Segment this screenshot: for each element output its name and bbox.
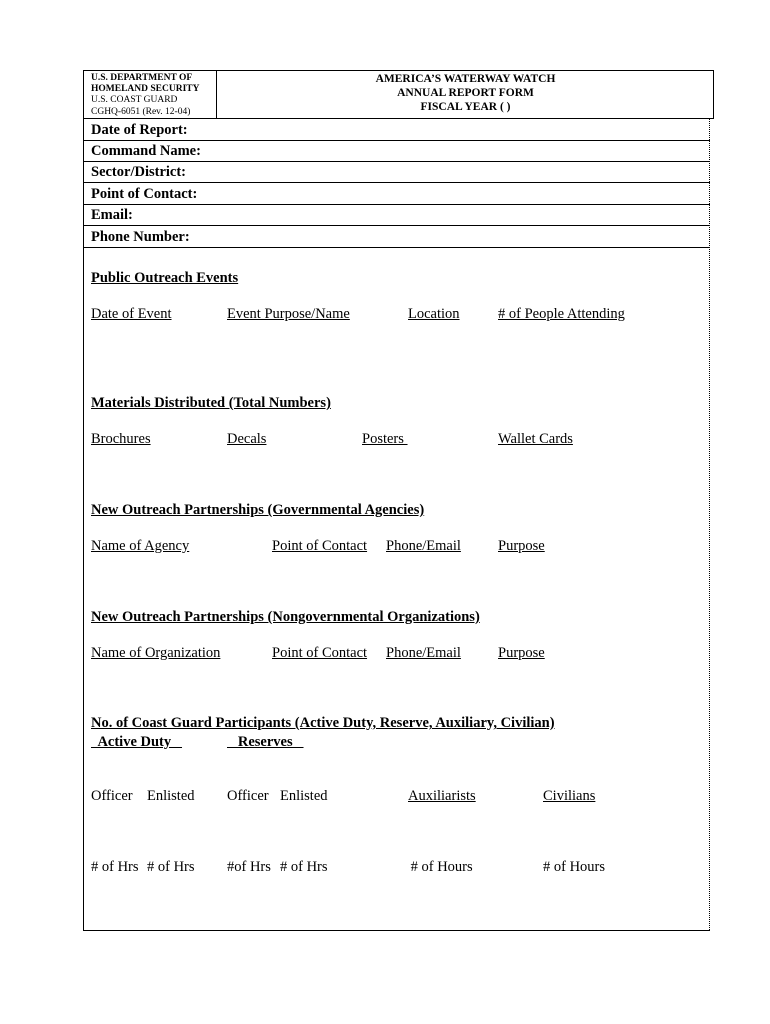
command-name-label: Command Name: bbox=[91, 143, 201, 159]
participants-title: No. of Coast Guard Participants (Active Duty, Reserve, Auxiliary, Civilian) bbox=[91, 715, 555, 731]
hours-officer-active: # of Hrs bbox=[91, 859, 139, 875]
public-outreach-title: Public Outreach Events bbox=[91, 270, 239, 286]
sector-district-label: Sector/District: bbox=[91, 164, 187, 180]
agency-line-3: U.S. COAST GUARD bbox=[91, 95, 178, 105]
point-of-contact-field[interactable] bbox=[83, 184, 710, 205]
email-label: Email: bbox=[91, 207, 133, 223]
hours-civilians: # of Hours bbox=[543, 859, 606, 875]
agency-line-1: U.S. DEPARTMENT OF bbox=[91, 73, 193, 83]
role-officer-active: Officer bbox=[91, 788, 133, 804]
col-gov-phone-email: Phone/Email bbox=[386, 538, 461, 554]
email-field[interactable] bbox=[83, 205, 710, 226]
form-title-line-1: AMERICA’S WATERWAY WATCH bbox=[375, 73, 556, 85]
command-name-field[interactable] bbox=[83, 141, 710, 162]
form-title-line-2: ANNUAL REPORT FORM bbox=[397, 87, 534, 99]
role-officer-reserve: Officer bbox=[227, 788, 269, 804]
col-wallet-cards: Wallet Cards bbox=[498, 431, 573, 447]
col-brochures: Brochures bbox=[91, 431, 151, 447]
col-people-attending: # of People Attending bbox=[498, 306, 625, 322]
hours-enlisted-reserve: # of Hrs bbox=[280, 859, 328, 875]
hours-officer-reserve: #of Hrs bbox=[227, 859, 271, 875]
col-gov-purpose: Purpose bbox=[498, 538, 545, 554]
gov-partnerships-title: New Outreach Partnerships (Governmental Agencies) bbox=[91, 502, 425, 518]
agency-block bbox=[83, 70, 217, 119]
fiscal-year-field[interactable]: FISCAL YEAR ( ) bbox=[420, 101, 511, 113]
hours-enlisted-active: # of Hrs bbox=[147, 859, 195, 875]
col-gov-point-of-contact: Point of Contact bbox=[272, 538, 368, 554]
col-name-of-organization: Name of Organization bbox=[91, 645, 221, 661]
role-auxiliarists: Auxiliarists bbox=[408, 788, 476, 804]
col-nongov-purpose: Purpose bbox=[498, 645, 545, 661]
col-date-of-event: Date of Event bbox=[91, 306, 172, 322]
col-nongov-phone-email: Phone/Email bbox=[386, 645, 461, 661]
materials-title: Materials Distributed (Total Numbers) bbox=[91, 395, 331, 411]
form-title-block bbox=[217, 70, 714, 119]
hours-auxiliarists: # of Hours bbox=[407, 859, 473, 875]
sector-district-field[interactable] bbox=[83, 162, 710, 183]
nongov-partnerships-title: New Outreach Partnerships (Nongovernmental Organizations) bbox=[91, 609, 480, 625]
reserves-heading: Reserves bbox=[227, 734, 304, 750]
col-location: Location bbox=[408, 306, 460, 322]
col-decals: Decals bbox=[227, 431, 267, 447]
form-number: CGHQ-6051 (Rev. 12-04) bbox=[91, 107, 191, 117]
point-of-contact-label: Point of Contact: bbox=[91, 186, 198, 202]
role-civilians: Civilians bbox=[543, 788, 596, 804]
agency-line-2: HOMELAND SECURITY bbox=[91, 84, 200, 94]
col-event-purpose: Event Purpose/Name bbox=[227, 306, 350, 322]
phone-number-label: Phone Number: bbox=[91, 229, 190, 245]
col-name-of-agency: Name of Agency bbox=[91, 538, 190, 554]
phone-number-field[interactable] bbox=[83, 227, 710, 248]
col-posters: Posters bbox=[362, 431, 408, 447]
role-enlisted-reserve: Enlisted bbox=[280, 788, 328, 804]
active-duty-heading: Active Duty bbox=[91, 734, 183, 750]
date-of-report-field[interactable] bbox=[83, 120, 710, 141]
role-enlisted-active: Enlisted bbox=[147, 788, 195, 804]
date-of-report-label: Date of Report: bbox=[91, 122, 188, 138]
col-nongov-point-of-contact: Point of Contact bbox=[272, 645, 368, 661]
